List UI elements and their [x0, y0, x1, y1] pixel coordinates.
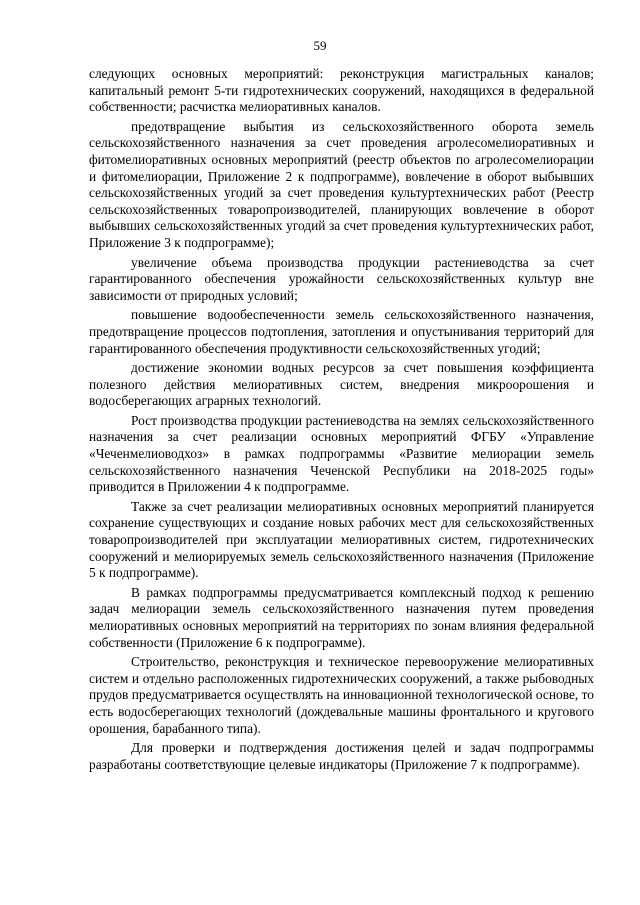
paragraph: предотвращение выбытия из сельскохозяйственного оборота земель сельскохозяйственного назначения за счет проведения агролесомелиоративных и фитомелиоративных основных мероприятий (реестр объектов по агролесомелиорации и фитомелиорации, Приложение 2 к подпрограмме), вовлечение в оборот выбывших сельскохозяйственных угодий за счет проведения культуртехнических работ (Реестр сельскохозяйственных товаропроизводителей, планирующих вовлечение в оборот выбывших сельскохозяйственных угодий за счет проведения культуртехнических работ, Приложение 3 к подпрограмме); — [89, 118, 594, 250]
paragraph-continuation: следующих основных мероприятий: реконструкция магистральных каналов; капитальный ремонт 5-ти гидротехнических сооружений, находящихся в федеральной собственности; расчистка мелиоративных каналов. — [89, 66, 594, 115]
page-number: 59 — [313, 38, 327, 53]
paragraph: увеличение объема производства продукции растениеводства за счет гарантированного обеспечения урожайности сельскохозяйственных культур вне зависимости от природных условий; — [89, 254, 594, 303]
paragraph: Рост производства продукции растениеводства на землях сельскохозяйственного назначения за счет реализации основных мероприятий ФГБУ «Управление «Чеченмелиоводхоз» в рамках подпрограммы «Развитие мелиорации земель сельскохозяйственного назначения Чеченской Республики на 2018-2025 годы» приводится в Приложении 4 к подпрограмме. — [89, 412, 594, 495]
paragraph: повышение водообеспеченности земель сельскохозяйственного назначения, предотвращение процессов подтопления, затопления и опустынивания территорий для гарантированного обеспечения продуктивности сельскохозяйственных угодий; — [89, 307, 594, 356]
paragraph: Строительство, реконструкция и техническое перевооружение мелиоративных систем и отдельно расположенных гидротехнических сооружений, а также рыбоводных прудов предусматривается осуществлять на инновационной технологической основе, то есть водосберегающих технологий (дождевальные машины фронтального и кругового орошения, барабанного типа). — [89, 654, 594, 736]
paragraph: В рамках подпрограммы предусматривается комплексный подход к решению задач мелиорации земель сельскохозяйственного назначения путем проведения мелиоративных основных мероприятий на территориях по зонам влияния федеральной собственности (Приложение 6 к подпрограмме). — [89, 584, 594, 650]
paragraph: достижение экономии водных ресурсов за счет повышения коэффициента полезного действия мелиоративных систем, внедрения микроорошения и водосберегающих аграрных технологий. — [89, 360, 594, 409]
paragraph: Также за счет реализации мелиоративных основных мероприятий планируется сохранение существующих и создание новых рабочих мест для сельскохозяйственных товаропроизводителей при эксплуатации мелиоративных систем, гидротехнических сооружений и мелиорируемых земель сельскохозяйственного назначения (Приложение 5 к подпрограмме). — [89, 498, 594, 581]
body-text — [89, 66, 594, 776]
paragraph: Для проверки и подтверждения достижения целей и задач подпрограммы разработаны соответствующие целевые индикаторы (Приложение 7 к подпрограмме). — [89, 740, 594, 772]
